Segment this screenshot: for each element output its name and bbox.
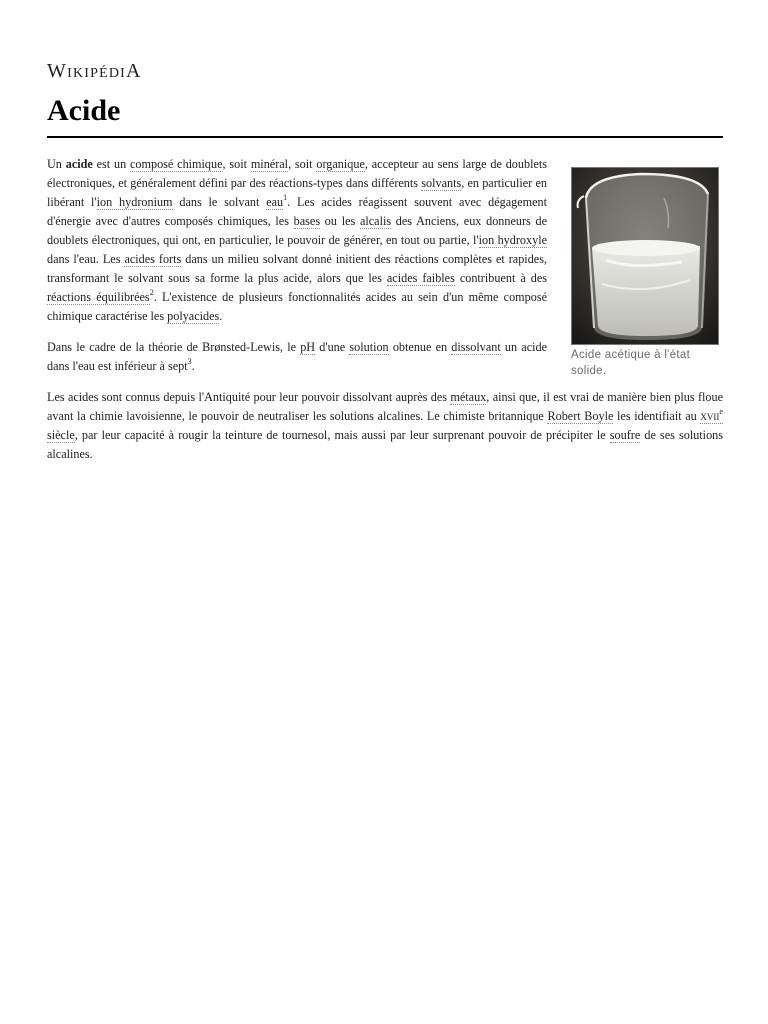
link-organique[interactable]: organique: [316, 157, 365, 171]
link-dissolvant[interactable]: dissolvant: [451, 340, 501, 354]
link-mineral[interactable]: minéral: [250, 157, 289, 171]
reference-3[interactable]: 3: [187, 357, 192, 366]
article-body: [47, 155, 723, 476]
link-bases[interactable]: bases: [293, 214, 321, 228]
text: .: [191, 359, 195, 373]
text: , soit: [288, 157, 317, 171]
link-solvants[interactable]: solvants: [421, 176, 462, 190]
link-reactions-equilibrees[interactable]: réactions équilibrées: [47, 290, 150, 304]
link-ion-hydroxyle[interactable]: ion hydroxyle: [478, 233, 547, 247]
text: contribuent à des: [454, 271, 547, 285]
link-solution[interactable]: solution: [349, 340, 389, 354]
link-soufre[interactable]: soufre: [609, 428, 641, 442]
century-roman: xvii: [700, 409, 720, 423]
text: de ses solutions alcalines.: [47, 428, 723, 461]
link-acides-faibles[interactable]: acides faibles: [386, 271, 455, 285]
link-compose-chimique[interactable]: composé chimique: [130, 157, 223, 171]
text: obtenue en: [388, 340, 452, 354]
text: un acide dans l'eau est inférieur à sept: [47, 340, 547, 373]
link-ph[interactable]: pH: [300, 340, 316, 354]
wikipedia-wordmark[interactable]: WikipédiA: [47, 60, 142, 82]
link-polyacides[interactable]: polyacides: [167, 309, 220, 323]
text: , ainsi que, il est vrai de manière bien plus floue avant la chimie lavoisienne, le pouvoir de neutraliser les solutions alcalines. Le chimiste britannique: [47, 390, 723, 423]
text: , soit: [222, 157, 251, 171]
text: est un: [92, 157, 131, 171]
text: ou les: [320, 214, 360, 228]
link-metaux[interactable]: métaux: [450, 390, 487, 404]
link-robert-boyle[interactable]: Robert Boyle: [547, 409, 614, 423]
text: Les acides sont connus depuis l'Antiquité pour leur pouvoir dissolvant auprès des: [47, 390, 451, 404]
acetic-acid-beaker-image[interactable]: [571, 167, 719, 345]
link-eau[interactable]: eau: [266, 195, 284, 209]
text: d'une: [315, 340, 350, 354]
century-suffix: e: [719, 407, 723, 416]
text: . Les acides réagissent souvent avec dégagement d'énergie avec d'autres composés chimiques, les: [47, 195, 548, 228]
page-title: Acide: [47, 94, 121, 127]
title-divider: [47, 136, 723, 138]
paragraph-3: [47, 388, 723, 464]
text: .: [219, 309, 223, 323]
text: dans l'eau. Les: [47, 252, 125, 266]
link-ion-hydronium[interactable]: ion hydronium: [96, 195, 173, 209]
text: Dans le cadre de la théorie de Brønsted-Lewis, le: [47, 340, 301, 354]
text: , en particulier en libérant l': [47, 176, 547, 209]
text: dans le solvant: [172, 195, 267, 209]
text: Un: [47, 157, 66, 171]
text: , accepteur au sens large de doublets électroniques, et généralement défini par des réactions-types dans différents: [47, 157, 547, 190]
figure: [571, 167, 719, 379]
text: des Anciens, eux donneurs de doublets électroniques, qui ont, en particulier, le pouvoir de générer, en tout ou partie, l': [47, 214, 547, 247]
link-alcalis[interactable]: alcalis: [359, 214, 392, 228]
text: les identifiait au: [613, 409, 701, 423]
reference-2[interactable]: 2: [149, 288, 154, 297]
text: . L'existence de plusieurs fonctionnalités acides au sein d'un même composé chimique caractérise les: [47, 290, 547, 323]
reference-1[interactable]: 1: [283, 193, 288, 202]
link-acides-forts[interactable]: acides forts: [124, 252, 182, 266]
text: , par leur capacité à rougir la teinture de tournesol, mais aussi par leur surprenant pouvoir de précipiter le: [74, 428, 610, 442]
text: dans un milieu solvant donné initient des réactions complètes et rapides, transformant le solvant sous sa forme la plus acide, alors que les: [47, 252, 547, 285]
century-word: siècle: [47, 428, 75, 442]
figure-caption: Acide acétique à l'état solide.: [571, 349, 691, 377]
bold-term-acide: acide: [65, 157, 93, 171]
